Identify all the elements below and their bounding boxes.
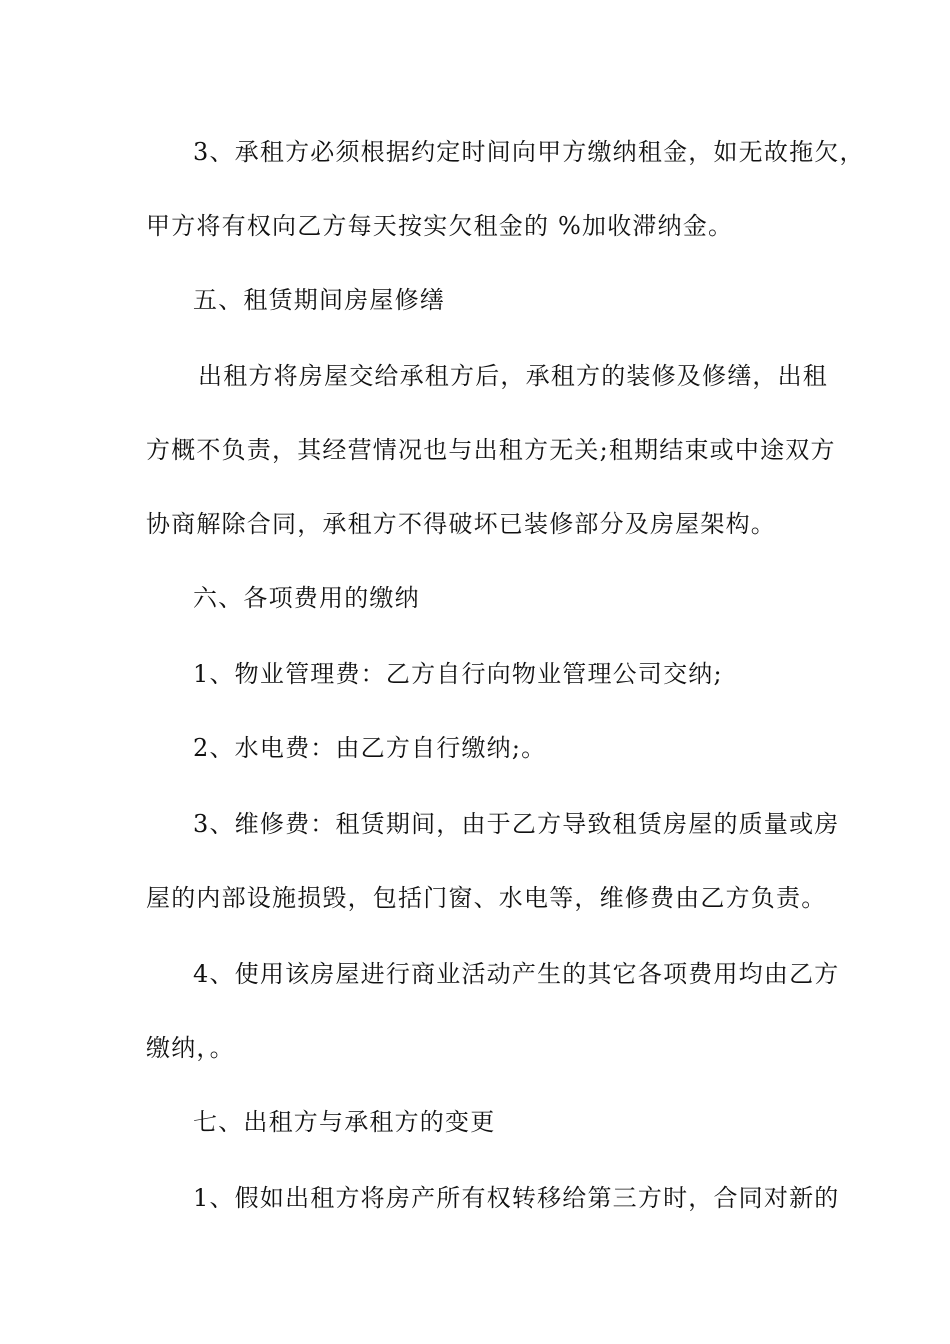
paragraph-line: 协商解除合同，承租方不得破坏已装修部分及房屋架构。 bbox=[146, 510, 776, 538]
paragraph-line: 3、维修费：租赁期间，由于乙方导致租赁房屋的质量或房 bbox=[193, 810, 840, 838]
paragraph-line: 缴纳，。 bbox=[146, 1034, 235, 1062]
paragraph-line: 3、承租方必须根据约定时间向甲方缴纳租金，如无故拖欠， bbox=[193, 138, 865, 166]
section-heading: 五、租赁期间房屋修缮 bbox=[193, 286, 445, 314]
paragraph-line: 1、假如出租方将房产所有权转移给第三方时，合同对新的 bbox=[193, 1184, 840, 1212]
paragraph-line: 2、水电费：由乙方自行缴纳;。 bbox=[193, 734, 547, 762]
paragraph-line: 屋的内部设施损毁，包括门窗、水电等，维修费由乙方负责。 bbox=[146, 884, 827, 912]
paragraph-line: 4、使用该房屋进行商业活动产生的其它各项费用均由乙方 bbox=[193, 960, 840, 988]
section-heading: 七、出租方与承租方的变更 bbox=[193, 1108, 496, 1136]
paragraph-line: 方概不负责，其经营情况也与出租方无关;租期结束或中途双方 bbox=[146, 436, 836, 464]
paragraph-line: 出租方将房屋交给承租方后，承租方的装修及修缮，出租 bbox=[198, 362, 828, 390]
section-heading: 六、各项费用的缴纳 bbox=[193, 584, 420, 612]
paragraph-line: 1、物业管理费：乙方自行向物业管理公司交纳; bbox=[193, 660, 723, 688]
paragraph-line: 甲方将有权向乙方每天按实欠租金的 %加收滞纳金。 bbox=[146, 212, 734, 240]
